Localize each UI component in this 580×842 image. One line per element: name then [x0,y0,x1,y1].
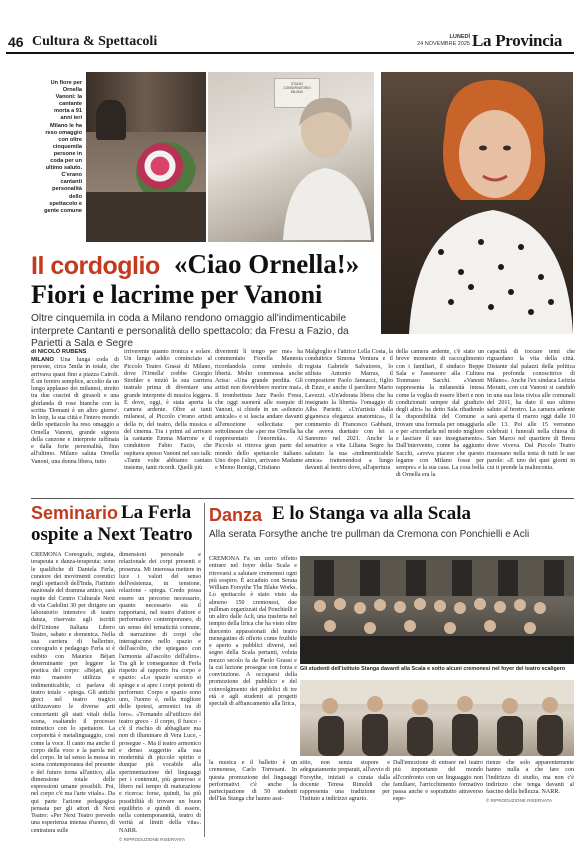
foyer-group-image [300,680,574,756]
main-kicker: Il cordoglio [31,252,160,280]
article2-column-2 [119,552,201,842]
main-deck: Oltre cinquemila in coda a Milano rendono omaggio all'indimenticabile interprete Cantanti e personalità dello spettacolo: da Fresu a Fazio, da Parietti a Sala e Segre [31,313,349,350]
main-column-4: Malgioglio e l'attrice Lella Costa, la conduttrice Simona Ventura e il regista Gabriele Salvatores, lo stilista Antonio Marras, il compositore Paolo Jannacci, figlio di Enzo, e anche il paroliere Mario Lavezzi. «Un'adorata libera che ha insegnato la libertà» l'omaggio di Alba Parietti. «Un'artista dalla giganesca eleganza anatomica», il commento di Francesco Gabbani, che aveva duettato con lei a Sanremo nel 2021. Anche la senatrice a vita Liliana Segre ha salutato la sua «indimenticabile amica» trattenendosi a lungo davanti al feretro dove, all'apertura [305,349,393,471]
photo-students-scala [300,556,574,664]
section-divider [31,498,574,499]
photo-mourners [86,72,206,242]
main-column-5: della camera ardente, c'è stato un breve momento di raccoglimento con i familiari, il sindaco Beppe Sala e l'assessore alla Cultura Tommaso Sacchi. «Vanoni rappresenta la milanesità intesa come la voglia di essere liberi e non condizionati sempre dal giudizio degli altri» ha detto Sala ribadendo la disponibilità del Comune a trovare una formula per omaggiarla e per «ricordarla nel modo migliore e lasciare il suo insegnamento». Dall'intervento, come ha aggiunto Sacchi, «aveva piacere che questo legame con Milano fosse per sempre» e la sua casa. La cosa bella di Ornella era la [396,349,484,479]
issue-date [380,34,470,47]
issue-date-text: 24 NOVEMBRE 2025 [417,40,470,47]
article2-kicker: Seminario [31,503,119,523]
main-headline-1: «Ciao Ornella!» [174,249,360,279]
page-header [0,0,580,62]
byline: di NICOLÒ RUBENS [31,349,87,355]
woman-figure [263,90,373,240]
photo-caption-students: Gli studenti dell'istituto Stanga davanti alla Scala e sotto alcuni cremonesi nel foyer del teatro scaligero [300,666,566,672]
article3-deck: Alla serata Forsythe anche tre pullman da Cremona con Ponchielli e Acli [209,529,530,540]
main-column-6: capacità di toccare temi che riguardano la vita della città. Distante dal palazzi della politica ma profonda conoscitrice di Milano». Anche l'ex sindaca Letizia Moratti, con cui Vanoni si candidò in una sua lista civica alle comunali del 2011, ha dato il suo ultimo saluto al feretro. La camera ardente sarà aperta il marzo oggi dalle 10 alle 13. Poi alle 15 verranno celebrati i funerali nella chiesa di San Marco nel quartiere di Brera dove viveva. Dal Piccolo Teatro risuonano nella testa di tutti le sue parole: «E uno dei quei giorni in cui ti prende la malinconia. [487,349,575,471]
ornella-portrait [401,72,573,334]
article2-headline-2: ospite a Next Teatro [31,524,193,545]
photo-foyer-group [300,680,574,756]
main-column-1 [31,349,119,466]
newspaper-logo: La Provincia [472,31,563,50]
photo-caption: Un fiore per Ornella Vanoni: la cantante morta a 91 anni ieri Milano le ha reso omaggio con oltre cinquemila persone in coda per un ultimo saluto. C'erano cantanti personalità dello spettacolo e gente comune [44,80,82,214]
photo-ornella-vanoni [381,72,573,334]
section-title: Cultura & Spettacoli [32,34,158,49]
article2-column-1: CREMONA Coreografo, regista, terapeuta e danza-terapeuta: sono le qualifiche di Daniela Ferla, curatore dei movimenti coreutici negli spettacoli dell'Inda, l'istituto nazionale del dramma antico, sarà ospite del Centro Culturale Next di via Cadolini 30 per dirigere un laboratorio intensivo di teatro danza, riservato agli iscritti dell'Unione Italiana Libero Teatro, sabato e domenica. Nella sua carriera di ballerino, coreografo e pedagogo Ferla si è esibito con Maurice Béjart determinante per leggere la poetica del corpo: «Béjart, già mio maestro utilizza e indimenticabile, ci parlava di teatro totale - spiega. Gli antichi greci nel teatro tragico utilizzavano le diverse arti concertanti gli stati vitali della scena, esaltando il processo mimetico con lo spettatore. La corporeità è metalinguaggio, così come la voce. Il canto ma anche il corpo della voce e la parola nel del corpo. In tal senso la messa in scena contemporanea del presente e del futuro torna all'antico, alla dimensione totale delle espressioni umane possibili. Poi, nel corpo c'è ma l'arte vitale». Da qui parte l'azione pedagogica pensata per gli attori di Next Teatro: «Per Next Teatro prevedo una esperienza intensa d'uomo, di centratura sulle [31,552,115,834]
article3-column-1: CREMONA Fa un certo effetto entrare nel foyer della Scala e ritrovarsi a salutare cremonesi ogni più sospiro. È accaduto con Serata William Forsythe The Blake Works. Lo spettacolo è stato visto da almeno 150 cremonesi, due pullman organizzati dal Ponchielli e un altro dalle Acli, una trasferta nel tempio della lirica che ha visto oltre duecento appassionati del teatro menegatino di offerto come fruibile e aperto a pubblici diversi, nel segno della Scala pertanti, voluta mezzo secolo fa da Paolo Grassi e la cui lezione prosegue con forza e convinzione. A occuparsi della promozione del pubblico e del coinvolgimento dei pubblici di tre età e agli studenti ai progetti speciali di affiancamento alla lirica, [209,556,297,707]
students-group-image [300,556,574,664]
article3-column-2: la musica e il balletto è un cremonese, Carlo Torresani. In questa promozione del linguaggi performativi c'è anche la partecipazione di 50 studenti dell'Ias Stanga che hanno assi- [209,760,297,803]
main-column-1-text: Una lunga coda di persone, circa 5mila in totale, che arrivava quasi fino a piazza Cairoli. È un feretro semplice, accolto da un lungo applauso dei milanesi, stretto tra due cuscini di girasoli e una ghirlanda di rose bianche con la scritta 'Domani è un altro giorno'. In loop, la sua città e l'intero mondo dello spettacolo ha reso omaggio a Ornella Vanoni, grande signora della canzone e interprete raffinata e dalla forte personalità, fino all'ultimo. Milano saluta Ornella Vanoni, una donna libera, tutto [31,357,119,465]
article3-column-5-text: rienze che solo apparentemente hanno nulla a che fare con l'indirizzo di studio, ma non c'è indirizzo che tenga davanti al fascino della bellezza. NARR. [486,760,574,795]
main-column-3: divertenti li tengo per me» ha commentato Fiorella Mannoia ricordandola come simbolo di libertà. Molto commossa anche Arisa: «Una grande perdita. Gli artisti non dovrebbero morire mai». Il trombettista Jazz Paolo Fresu, che oggi suonerà alle esequie di Vanoni, si chiede in un «silenzio amicale» e si lascia andare davanti all'emozione sollecitata: per sottolineare che «per me Ornella ha rappresentato l'enormità». Al Piccolo si ritrova gran parte del mondo dello spettacolo italiano. Uno dopo l'altro, arrivano Madame e Memo Remigi, Cristiano [215,349,303,471]
header-rule [6,52,574,54]
page-number: 46 [8,34,24,50]
dateline: MILANO [31,357,61,363]
main-column-2: irriverente quanto ironica e solare. Un lungo addio cominciato al Piccolo Teatro Grassi di Milano, dove l'Ornella' crebbe Giorgio Strehler e iniziò la sua carriera teatrale prima di diventare una grande interprete di musica leggera. È dove, oggi, è stata aperta la camera ardente. Oltre ai tanti milanesi, al Piccolo c'erano artisti della tv, del teatro, della musica e del cinema. Tra i primi ad arrivare la cantante Emma Marrone e il conduttore Fabio Fazio, che ospitava spesso Vanoni nel suo talk: «Tante volte abbiamo cantato insieme, tanti ricordi. Quelli più [124,349,212,471]
photo-woman-plaque [208,72,374,242]
column-divider [204,503,205,837]
article2-column-2-text: dimensioni personale e relazionale dei corpi presenti e presenza. Mi interessa mettere in luce i valori del senso dell'esistenza, in tensione, relazione - spiega. Credo possa essere un percorso necessario, quanto necessario sia il rapportarsi, nel teatro d'attore e performativo contemporaneo, di un senso del tematicità comune, di narrazione di corpi che interagiscono nello spazio e dell'ascolto, che spiegano con l'armonia all'ascolto dell'altro». Tra gli le conseguenze di Ferla rispetto al rapporto fra corpo e spazio: «Lo spazio scenico si spinge e si apre i corpi potenti di performer. Corpo e spazio sono uno, l'uomo è, nella migliore delle ipotesi, armonici tra di loro». «Tornando all'utilizzo del teatro greco - il corpo, il fuoco - c'è il rischio di abbagliare ma non di illuminare di Vera Luce, - prosegue -. Ma il teatro armonico e denso suggerito alla sua modernità di piccolo spirito e dunque più vocabile alla sperimentazione del linguaggi per i contenuti, più generoso e libero nel tempo di maturazione e ricerca: forse, quindi, ha più possibilità di trovare un buon equilibrio e quindi di essere, nella contemporaneità, teatro di verità ai limiti della vita». NARR. [119,552,201,834]
plaque-image: STUDIO CONSERVATORIO MILANO [274,78,320,108]
article3-column-4: Dall'emozione di entrare nel teatro più importante del mondo all'confronto con un linguaggio non familiare, l'arricchimento formativo passa anche e soprattutto attraverso espe- [393,760,483,803]
article2-headline-1: La Ferla [121,502,192,523]
article3-column-5 [486,760,574,803]
article3-headline: E lo Stanga va alla Scala [272,503,471,524]
main-headline-2: Fiori e lacrime per Vanoni [31,280,323,309]
article3-credit: © RIPRODUZIONE RISERVATA [486,798,553,804]
article3-column-3: stito, non senza stupore e adeguatamente preparati, all'avvio di Forsythe, iniziati a curata dalla docente Teresa Rimoldi che rappresenta una tradizione per l'Istituto a indirizzo agrario. [300,760,390,803]
article2-credit: © RIPRODUZIONE RISERVATA [119,836,186,842]
article3-kicker: Danza [209,505,263,525]
issue-day: LUNEDÌ [449,34,470,40]
